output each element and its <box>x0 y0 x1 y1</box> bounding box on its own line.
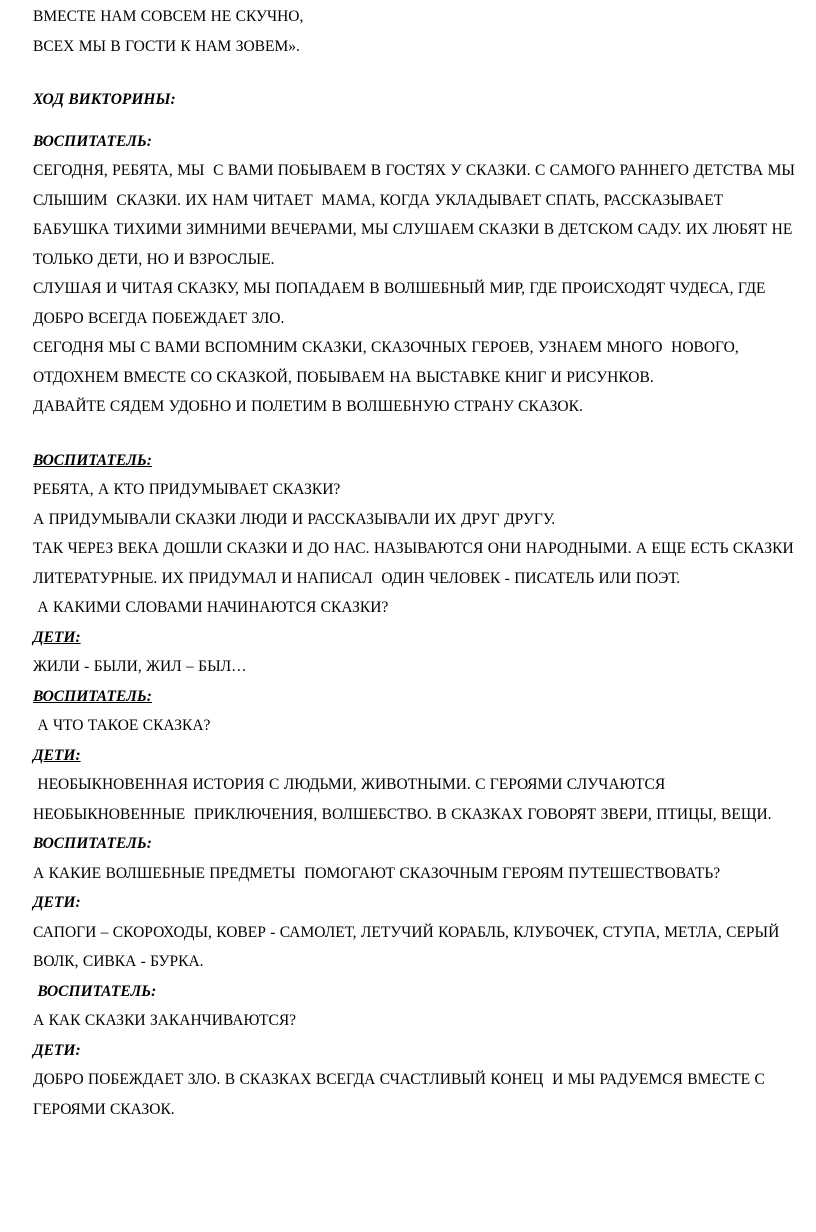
speaker-label: ВОСПИТАТЕЛЬ: <box>33 835 152 852</box>
paragraph: ВСЕХ МЫ В ГОСТИ К НАМ ЗОВЕМ». <box>33 37 300 55</box>
document-body <box>33 2 804 1124</box>
section-heading: ХОД ВИКТОРИНЫ: <box>33 91 176 108</box>
paragraph: НЕОБЫКНОВЕННАЯ ИСТОРИЯ С ЛЮДЬМИ, ЖИВОТНЫМИ. С ГЕРОЯМИ СЛУЧАЮТСЯ НЕОБЫКНОВЕННЫЕ ПРИКЛЮЧЕНИЯ, ВОЛШЕБСТВО. В СКАЗКАХ ГОВОРЯТ ЗВЕРИ, ПТИЦЫ, ВЕЩИ. <box>33 776 772 823</box>
spacer <box>33 115 795 127</box>
paragraph: А КАКИМИ СЛОВАМИ НАЧИНАЮТСЯ СКАЗКИ? <box>33 599 389 616</box>
speaker-label: ВОСПИТАТЕЛЬ: <box>33 132 152 150</box>
speaker-label: ДЕТИ: <box>33 746 81 764</box>
speaker-label: ДЕТИ: <box>33 628 81 646</box>
paragraph: ЖИЛИ - БЫЛИ, ЖИЛ – БЫЛ… <box>33 658 247 675</box>
speaker-label: ВОСПИТАТЕЛЬ: <box>33 982 157 1000</box>
speaker-label: ВОСПИТАТЕЛЬ: <box>33 451 152 469</box>
paragraph: САПОГИ – СКОРОХОДЫ, КОВЕР - САМОЛЕТ, ЛЕТУЧИЙ КОРАБЛЬ, КЛУБОЧЕК, СТУПА, МЕТЛА, СЕРЫЙ ВОЛК, СИВКА - БУРКА. <box>33 923 784 970</box>
speaker-label: ВОСПИТАТЕЛЬ: <box>33 687 152 705</box>
paragraph: ДОБРО ПОБЕЖДАЕТ ЗЛО. В СКАЗКАХ ВСЕГДА СЧАСТЛИВЫЙ КОНЕЦ И МЫ РАДУЕМСЯ ВМЕСТЕ С ГЕРОЯМИ СКАЗОК. <box>33 1071 770 1118</box>
spacer <box>33 61 795 85</box>
paragraph: СЛУШАЯ И ЧИТАЯ СКАЗКУ, МЫ ПОПАДАЕМ В ВОЛШЕБНЫЙ МИР, ГДЕ ПРОИСХОДЯТ ЧУДЕСА, ГДЕ ДОБРО ВСЕГДА ПОБЕЖДАЕТ ЗЛО. <box>33 280 770 327</box>
paragraph: А КАК СКАЗКИ ЗАКАНЧИВАЮТСЯ? <box>33 1012 297 1029</box>
paragraph: СЕГОДНЯ МЫ С ВАМИ ВСПОМНИМ СКАЗКИ, СКАЗОЧНЫХ ГЕРОЕВ, УЗНАЕМ МНОГО НОВОГО, ОТДОХНЕМ ВМЕСТЕ СО СКАЗКОЙ, ПОБЫВАЕМ НА ВЫСТАВКЕ КНИГ И РИСУНКОВ. <box>33 339 744 386</box>
paragraph: РЕБЯТА, А КТО ПРИДУМЫВАЕТ СКАЗКИ? <box>33 481 341 498</box>
paragraph: ВМЕСТЕ НАМ СОВСЕМ НЕ СКУЧНО, <box>33 8 304 25</box>
paragraph: А ПРИДУМЫВАЛИ СКАЗКИ ЛЮДИ И РАССКАЗЫВАЛИ ИХ ДРУГ ДРУГУ. <box>33 510 556 528</box>
spacer <box>33 422 795 446</box>
paragraph: А ЧТО ТАКОЕ СКАЗКА? <box>33 717 211 734</box>
speaker-label: ДЕТИ: <box>33 894 81 911</box>
paragraph: А КАКИЕ ВОЛШЕБНЫЕ ПРЕДМЕТЫ ПОМОГАЮТ СКАЗОЧНЫМ ГЕРОЯМ ПУТЕШЕСТВОВАТЬ? <box>33 864 721 882</box>
paragraph: СЕГОДНЯ, РЕБЯТА, МЫ С ВАМИ ПОБЫВАЕМ В ГОСТЯХ У СКАЗКИ. С САМОГО РАННЕГО ДЕТСТВА МЫ СЛЫШИМ СКАЗКИ. ИХ НАМ ЧИТАЕТ МАМА, КОГДА УКЛАДЫВАЕТ СПАТЬ, РАССКАЗЫВАЕТ БАБУШКА ТИХИМИ ЗИМНИМИ ВЕЧЕРАМИ, МЫ СЛУШАЕМ СКАЗКИ В ДЕТСКОМ САДУ. ИХ ЛЮБЯТ НЕ ТОЛЬКО ДЕТИ, НО И ВЗРОСЛЫЕ. <box>33 162 804 268</box>
paragraph: ДАВАЙТЕ СЯДЕМ УДОБНО И ПОЛЕТИМ В ВОЛШЕБНУЮ СТРАНУ СКАЗОК. <box>33 398 583 415</box>
speaker-label: ДЕТИ: <box>33 1041 81 1059</box>
paragraph: ТАК ЧЕРЕЗ ВЕКА ДОШЛИ СКАЗКИ И ДО НАС. НАЗЫВАЮТСЯ ОНИ НАРОДНЫМИ. А ЕЩЕ ЕСТЬ СКАЗКИ ЛИТЕРАТУРНЫЕ. ИХ ПРИДУМАЛ И НАПИСАЛ ОДИН ЧЕЛОВЕК - ПИСАТЕЛЬ ИЛИ ПОЭТ. <box>33 540 799 587</box>
